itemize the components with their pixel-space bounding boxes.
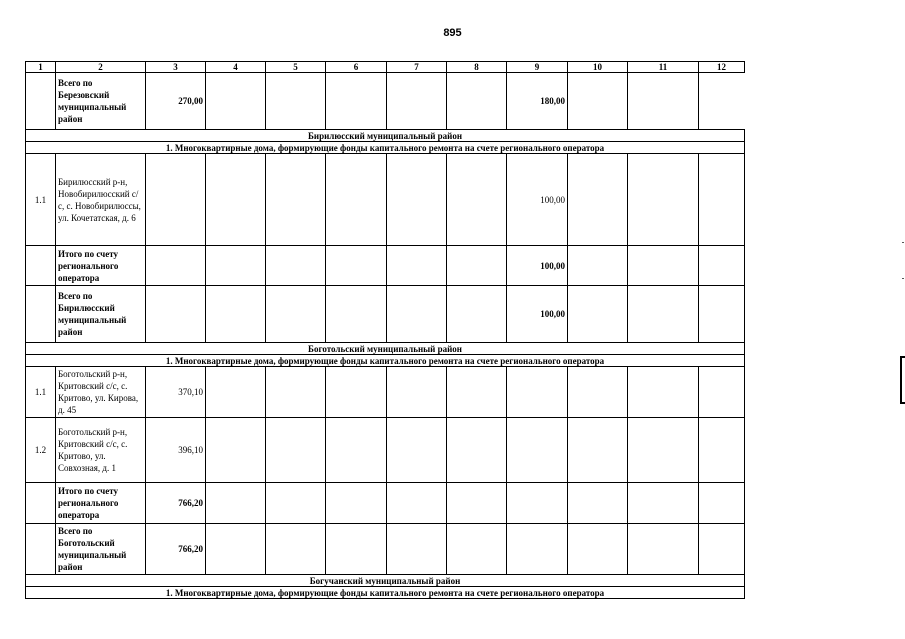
section-subtitle: 1. Многоквартирные дома, формирующие фонды капитального ремонта на счете регионального оператора — [26, 355, 745, 367]
value-cell — [387, 418, 447, 483]
column-header: 5 — [266, 62, 326, 73]
total-row — [26, 246, 745, 286]
value-cell — [206, 286, 266, 343]
page-number: 895 — [443, 27, 462, 39]
district-title-row — [26, 343, 745, 355]
value-cell — [146, 246, 206, 286]
column-header: 6 — [326, 62, 387, 73]
value-cell — [266, 246, 326, 286]
value-cell — [568, 246, 628, 286]
value-cell — [447, 246, 507, 286]
value-cell — [206, 418, 266, 483]
value-cell — [568, 286, 628, 343]
value-cell — [628, 483, 699, 524]
value-cell — [387, 286, 447, 343]
value-cell — [326, 418, 387, 483]
value-cell — [628, 286, 699, 343]
scan-bracket-mark — [900, 356, 905, 404]
value-cell — [326, 246, 387, 286]
value-cell — [568, 367, 628, 418]
column-header: 2 — [56, 62, 146, 73]
value-cell — [507, 418, 568, 483]
value-cell — [146, 286, 206, 343]
value-cell — [206, 73, 266, 130]
address-cell: Боготольский р-н, Критовский с/с, с. Критово, ул. Кирова, д. 45 — [56, 367, 146, 418]
total-label: Итого по счету регионального оператора — [56, 483, 146, 524]
value-cell — [507, 483, 568, 524]
value-cell — [266, 286, 326, 343]
value-cell — [447, 154, 507, 246]
value-cell — [206, 367, 266, 418]
section-subtitle-row — [26, 587, 745, 599]
value-cell — [326, 154, 387, 246]
table-row — [26, 418, 745, 483]
value-cell: 180,00 — [507, 73, 568, 130]
value-cell — [387, 483, 447, 524]
value-cell — [628, 73, 699, 130]
column-header: 9 — [507, 62, 568, 73]
column-header: 7 — [387, 62, 447, 73]
total-row — [26, 524, 745, 575]
column-header: 10 — [568, 62, 628, 73]
value-cell — [628, 524, 699, 575]
value-cell — [206, 246, 266, 286]
value-cell — [628, 367, 699, 418]
scan-edge-tick — [902, 278, 904, 279]
row-number — [26, 286, 56, 343]
address-cell: Бирилюсский р-н, Новобирилюсский с/с, с. Новобирилюссы, ул. Кочетатская, д. 6 — [56, 154, 146, 246]
value-cell — [326, 483, 387, 524]
value-cell — [507, 524, 568, 575]
district-title: Бирилюсский муниципальный район — [26, 130, 745, 142]
value-cell — [387, 524, 447, 575]
total-row — [26, 483, 745, 524]
value-cell — [326, 524, 387, 575]
value-cell — [387, 73, 447, 130]
repair-program-table — [25, 61, 745, 599]
value-cell: 270,00 — [146, 73, 206, 130]
value-cell — [266, 367, 326, 418]
value-cell — [447, 418, 507, 483]
section-subtitle-row — [26, 142, 745, 154]
column-header: 8 — [447, 62, 507, 73]
row-number: 1.2 — [26, 418, 56, 483]
row-number: 1.1 — [26, 367, 56, 418]
value-cell: 100,00 — [507, 286, 568, 343]
value-cell: 766,20 — [146, 524, 206, 575]
district-title: Боготольский муниципальный район — [26, 343, 745, 355]
table-body — [26, 62, 745, 599]
row-number — [26, 246, 56, 286]
column-header: 1 — [26, 62, 56, 73]
value-cell — [266, 418, 326, 483]
row-number — [26, 483, 56, 524]
value-cell — [699, 483, 745, 524]
value-cell — [206, 524, 266, 575]
total-label: Всего по Боготольский муниципальный район — [56, 524, 146, 575]
total-row — [26, 286, 745, 343]
value-cell — [206, 483, 266, 524]
value-cell: 100,00 — [507, 154, 568, 246]
value-cell — [447, 524, 507, 575]
column-header: 4 — [206, 62, 266, 73]
total-label: Всего по Березовский муниципальный район — [56, 73, 146, 130]
row-number — [26, 524, 56, 575]
value-cell — [568, 418, 628, 483]
value-cell — [326, 73, 387, 130]
section-subtitle-row — [26, 355, 745, 367]
value-cell — [568, 154, 628, 246]
row-number: 1.1 — [26, 154, 56, 246]
value-cell — [568, 524, 628, 575]
value-cell: 370,10 — [146, 367, 206, 418]
value-cell — [266, 483, 326, 524]
column-header: 12 — [699, 62, 745, 73]
table-row — [26, 367, 745, 418]
value-cell — [699, 154, 745, 246]
district-title: Богучанский муниципальный район — [26, 575, 745, 587]
value-cell: 396,10 — [146, 418, 206, 483]
value-cell — [699, 524, 745, 575]
value-cell: 766,20 — [146, 483, 206, 524]
value-cell — [699, 286, 745, 343]
value-cell — [206, 154, 266, 246]
value-cell — [146, 154, 206, 246]
value-cell — [568, 483, 628, 524]
row-number — [26, 73, 56, 130]
value-cell — [326, 286, 387, 343]
column-header: 3 — [146, 62, 206, 73]
value-cell — [447, 286, 507, 343]
value-cell — [387, 246, 447, 286]
value-cell — [326, 367, 387, 418]
value-cell — [628, 418, 699, 483]
district-title-row — [26, 575, 745, 587]
column-header: 11 — [628, 62, 699, 73]
value-cell — [447, 73, 507, 130]
total-label: Всего по Бирилюсский муниципальный район — [56, 286, 146, 343]
value-cell — [628, 246, 699, 286]
scan-edge-tick — [902, 242, 904, 243]
value-cell — [507, 367, 568, 418]
value-cell — [266, 524, 326, 575]
value-cell — [699, 367, 745, 418]
total-label: Итого по счету регионального оператора — [56, 246, 146, 286]
district-title-row — [26, 130, 745, 142]
column-header-row — [26, 62, 745, 73]
section-subtitle: 1. Многоквартирные дома, формирующие фонды капитального ремонта на счете регионального оператора — [26, 587, 745, 599]
address-cell: Боготольский р-н, Критовский с/с, с. Критово, ул. Совхозная, д. 1 — [56, 418, 146, 483]
value-cell — [699, 418, 745, 483]
value-cell — [699, 246, 745, 286]
value-cell: 100,00 — [507, 246, 568, 286]
value-cell — [447, 367, 507, 418]
value-cell — [628, 154, 699, 246]
value-cell — [387, 154, 447, 246]
value-cell — [266, 73, 326, 130]
section-subtitle: 1. Многоквартирные дома, формирующие фонды капитального ремонта на счете регионального оператора — [26, 142, 745, 154]
value-cell — [266, 154, 326, 246]
value-cell — [568, 73, 628, 130]
value-cell — [447, 483, 507, 524]
value-cell — [387, 367, 447, 418]
table-row — [26, 154, 745, 246]
total-row — [26, 73, 745, 130]
